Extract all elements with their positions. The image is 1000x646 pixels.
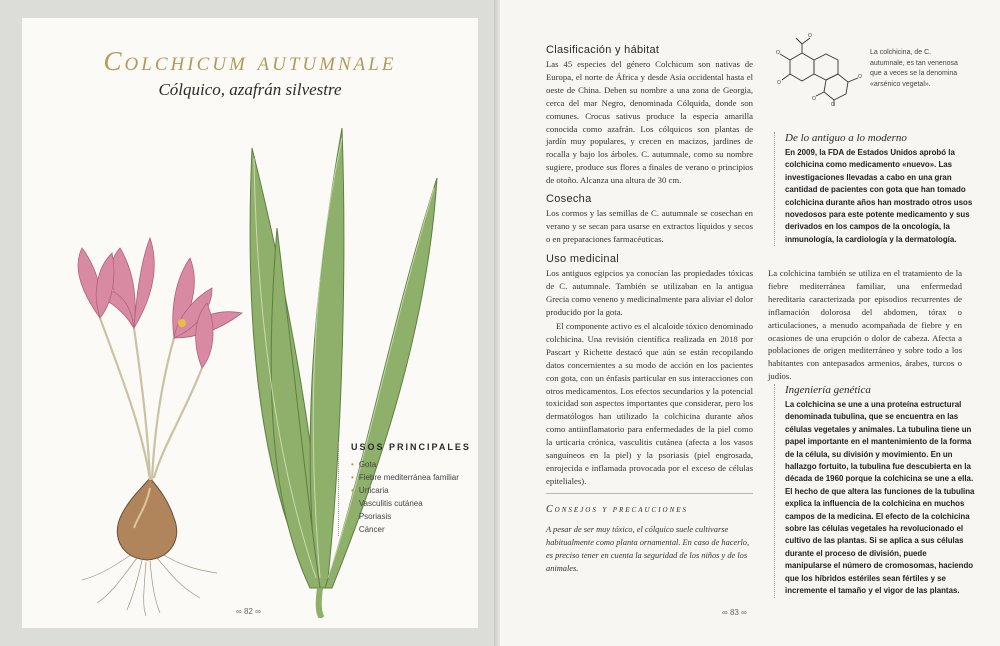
- sidebar-ancient-modern: [774, 132, 975, 246]
- structure-caption: La colchicina, de C. autumnale, es tan venenosa que a veces se la denomina «arsénico vegetal».: [870, 49, 958, 88]
- advice-text: A pesar de ser muy tóxico, el cólquico suele cultivarse habitualmente como planta ornamental. En caso de hacerlo, es preciso tener en cuenta la seguridad de los niños y de los animales.: [546, 525, 750, 573]
- page-number-value: 82: [243, 607, 253, 616]
- paragraph-fiebre-mediterranea: La colchicina también se utiliza en el tratamiento de la fiebre mediterránea familiar, una enfermedad hereditaria caracterizada por episodios recurrentes de inflamación dolorosa del abdomen, tórax o articulaciones, a menudo acompañada de fiebre y en ocasiones de una erupción o dolor de cabeza. Afecta a poblaciones de origen mediterráneo y sobre todo a los habitantes con antepasados armenios, árabes, turcos o judíos.: [768, 268, 962, 382]
- right-page: [500, 0, 1000, 646]
- uses-box: [338, 442, 487, 536]
- svg-text:O: O: [808, 33, 812, 39]
- page-subtitle: Cólquico, azafrán silvestre: [158, 80, 342, 99]
- page-number-right: [722, 608, 747, 617]
- folio-ornament: ∞: [722, 608, 730, 617]
- svg-text:O: O: [812, 96, 816, 102]
- section-heading-clasificacion: Clasificación y hábitat: [546, 44, 660, 56]
- sidebar-genetic-engineering: [774, 384, 975, 598]
- uses-item: • Cáncer: [351, 523, 487, 536]
- svg-text:O: O: [858, 74, 862, 80]
- advice-title: Consejos y precauciones: [546, 504, 689, 515]
- sidebar-heading: Ingeniería genética: [785, 384, 871, 396]
- sidebar-text: La colchicina se une a una proteína estructural denominada tubulina, que se encuentra en las células vegetales y animales. La tubulina tiene un papel importante en el mantenimiento de la forma de la célula, su división y movimiento. En un hallazgo fortuito, la tubulina fue descubierta en la década de 1960 porque la colchicina se une a ella. El hecho de que altera las funciones de la tubulina explica la influencia de la colchicina en muchos campos de la medicina. El efecto de la colchicina sobre las células vegetales ha revolucionado el cultivo de las plantas. Si se aplica a sus células durante el proceso de división, puede manipularse el número de cromosomas, haciendo que los híbridos estériles sean fértiles y se incremente el tamaño y el vigor de las plantas.: [785, 400, 975, 596]
- uses-item: • Psoriasis: [351, 510, 487, 523]
- uses-item: • Fiebre mediterránea familiar: [351, 471, 487, 484]
- left-page: [0, 0, 498, 646]
- uses-title: USOS PRINCIPALES: [351, 442, 471, 452]
- sidebar-text: En 2009, la FDA de Estados Unidos aprobó la colchicina como medicamento «nuevo». Las investigaciones llevadas a cabo en una gran cantidad de pacientes con gota que han tomado colchicina durante años han mostrado otros usos novedosos para este potente medicamento y sus derivados en los campos de la oncología, la inmunología, la cardiología y la dermatología.: [785, 148, 973, 244]
- svg-text:O: O: [831, 102, 835, 106]
- section-text-clasificacion: Las 45 especies del género Colchicum son nativas de Europa, el norte de África y desde Asia occidental hasta el oeste de China. Deben su nombre a una zona de Georgia, cerca del mar Negro, denominada Cólquida, donde son comunes. Crocus sativus produce la especia amarilla conocida como azafrán. Los cólquicos son plantas de jardín muy populares, y crecen en macizos, jardines de rocalla y bajo los árboles. C. autumnale, como su nombre sugiere, produce sus flores a finales de verano o principios de otoño. Alcanza una altura de 30 cm.: [546, 59, 753, 186]
- page-number-left: [236, 607, 261, 616]
- section-text-uso-medicinal-2: El componente activo es el alcaloide tóxico denominado colchicina. Una revisión científica realizada en 2018 por Pascart y Richette destacó que aún se están recopilando datos concernientes a su modo de acción en los pacientes con gota, con un énfasis particular en sus interacciones con otros medicamentos. Los efectos secundarios y la potencial toxicidad son aspectos importantes que considerar, pero los dermatólogos han utilizado la colchicina durante años como antiinflamatorio para enfermedades de la piel como la urticaria crónica, vasculitis cutánea (afecta a los vasos sanguíneos en la piel) y la psoriasis (piel engrosada, enrojecida e inflamada provocada por el exceso de células epiteliales).: [546, 321, 753, 486]
- section-text-cosecha: Los cormos y las semillas de C. autumnale se cosechan en verano y se secan para usarse en extractos líquidos y secos o en preparaciones farmacéuticas.: [546, 208, 753, 244]
- svg-text:O: O: [776, 50, 780, 56]
- left-page-sheet: [22, 18, 478, 628]
- sidebar-heading: De lo antiguo a lo moderno: [785, 132, 907, 144]
- folio-ornament: ∞: [738, 608, 747, 617]
- svg-text:O: O: [777, 80, 781, 86]
- uses-item: • Urticaria: [351, 484, 487, 497]
- colchicum-illustration: [42, 118, 462, 618]
- folio-ornament: ∞: [236, 607, 244, 616]
- uses-item: • Vasculitis cutánea: [351, 497, 487, 510]
- page-title: Colchicum autumnale: [103, 46, 397, 76]
- section-text-uso-medicinal-1: Los antiguos egipcios ya conocían las propiedades tóxicas de C. autumnale. También se utilizaban en la antigua Grecia como veneno y medicinalmente para aliviar el dolor producido por la gota.: [546, 268, 753, 317]
- advice-box: [546, 493, 753, 575]
- page-number-value: 83: [729, 608, 739, 617]
- section-heading-cosecha: Cosecha: [546, 193, 592, 205]
- uses-item: • Gota: [351, 458, 487, 471]
- folio-ornament: ∞: [252, 607, 261, 616]
- section-heading-uso-medicinal: Uso medicinal: [546, 253, 619, 265]
- colchicine-structure-diagram: [768, 30, 868, 106]
